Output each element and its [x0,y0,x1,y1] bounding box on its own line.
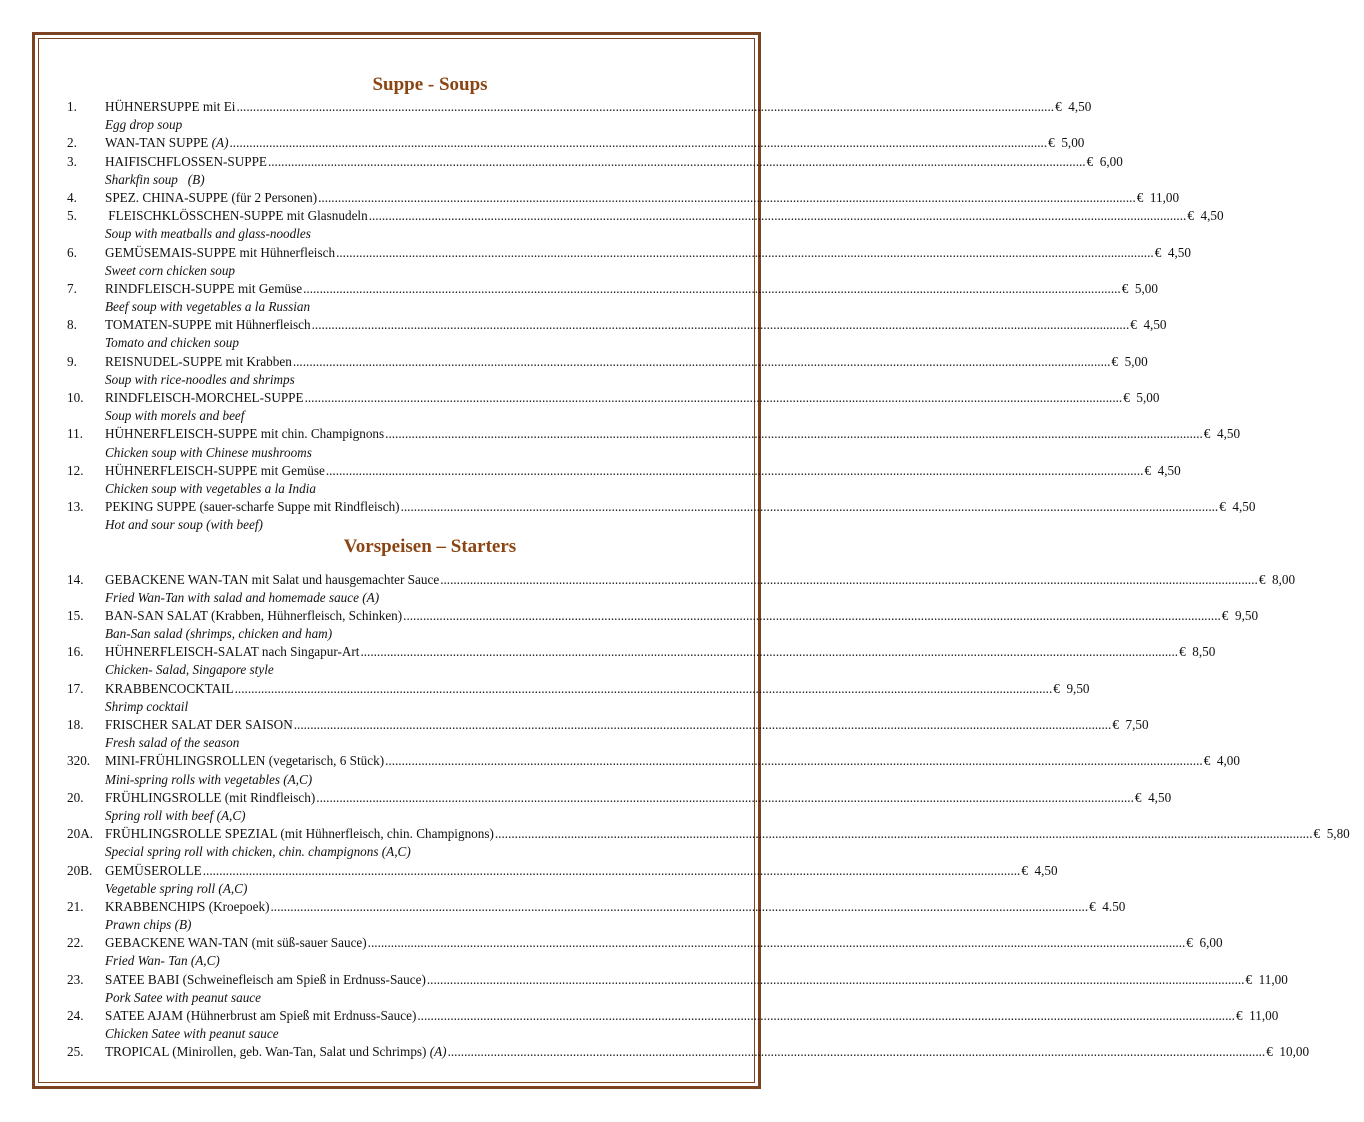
item-name-text: MINI-FRÜHLINGSROLLEN (vegetarisch, 6 Stück) [105,753,385,769]
item-price: € 11,00 [1136,189,1180,205]
item-description: Fried Wan-Tan with salad and homemade sauce (A) [105,589,380,605]
item-number: 15. [67,607,84,623]
item-name-text: REISNUDEL-SUPPE mit Krabben [105,353,292,369]
item-name [105,389,304,407]
menu-item-row [67,98,1092,116]
menu-item-row [67,498,1256,516]
menu-item-row [67,716,1149,734]
item-description: Soup with morels and beef [105,408,245,424]
item-name-text: KRABBENCHIPS (Kroepoek) [105,898,270,914]
dot-leader [368,934,1186,952]
item-number: 9. [67,353,77,369]
item-name [105,98,235,116]
item-description: Fried Wan- Tan (A,C) [105,953,220,969]
item-number: 25. [67,1044,84,1060]
item-name [105,134,229,152]
item-price: € 4,50 [1154,244,1191,260]
menu-item-row [67,1007,1279,1025]
item-number: 10. [67,390,84,405]
dot-leader [230,134,1048,152]
item-description: Chicken Satee with peanut sauce [105,1026,279,1042]
item-name-text: KRABBENCOCKTAIL [105,680,234,696]
soups-item-list [67,98,1256,535]
dot-leader [303,280,1121,298]
item-name [105,189,317,207]
item-description: Sweet corn chicken soup [105,262,236,278]
item-name [105,353,292,371]
item-number: 18. [67,717,84,732]
item-number: 8. [67,317,77,333]
menu-content [67,72,1350,1062]
item-price: € 10,00 [1266,1044,1310,1060]
item-name [105,280,302,298]
menu-item-row [67,607,1259,625]
section-soups [67,72,1256,535]
dot-leader [316,789,1134,807]
dot-leader [236,98,1054,116]
item-number: 11. [67,426,83,442]
dot-leader [417,1007,1235,1025]
dot-leader [360,643,1178,661]
item-name-text: GEBACKENE WAN-TAN (mit süß-sauer Sauce) [105,935,367,951]
item-name [105,571,439,589]
item-number: 24. [67,1008,84,1023]
item-price: € 8,00 [1258,571,1296,587]
menu-item-row [67,280,1158,298]
menu-item-row [67,752,1240,770]
item-price: € 9,50 [1221,607,1259,623]
item-number: 320. [67,753,91,769]
section-title-soups: Suppe - Soups [372,74,488,95]
item-price: € 9,50 [1053,680,1090,696]
menu-item-row [67,244,1191,262]
dot-leader [305,389,1123,407]
dot-leader [235,680,1053,698]
item-description: Vegetable spring roll (A,C) [105,880,248,896]
item-description: Special spring roll with chicken, chin. champignons (A,C) [105,844,411,860]
item-name-text: GEBACKENE WAN-TAN mit Salat und hausgemachter Sauce [105,571,440,587]
starters-item-list [67,571,1350,1062]
allergen-tag: (A) [429,1044,447,1060]
item-name [105,971,426,989]
item-number: 12. [67,462,84,478]
section-starters [67,535,1350,1062]
item-name [105,207,368,225]
item-number: 1. [67,99,77,114]
item-name-text: HAIFISCHFLOSSEN-SUPPE [105,153,267,169]
item-name [105,789,315,807]
item-description: Fresh salad of the season [105,735,240,751]
item-name [105,462,325,480]
item-name-text: GEMÜSEROLLE [105,862,202,878]
dot-leader [318,189,1136,207]
item-name-text: BAN-SAN SALAT (Krabben, Hühnerfleisch, Schinken) [105,607,403,623]
menu-item-row [67,825,1350,843]
menu-item-row [67,898,1126,916]
item-price: € 4,50 [1144,462,1181,478]
menu-item-row [67,971,1288,989]
item-price: € 11,00 [1235,1008,1279,1023]
item-name-text: RINDFLEISCH-SUPPE mit Gemüse [105,280,303,296]
dot-leader [385,752,1203,770]
item-number: 5. [67,208,77,224]
item-description: Egg drop soup [105,117,183,133]
dot-leader [385,425,1203,443]
item-name-text: RINDFLEISCH-MORCHEL-SUPPE [105,390,304,405]
item-price: € 4,50 [1187,208,1224,224]
item-name [105,680,234,698]
menu-item-row [67,353,1148,371]
item-description: Soup with meatballs and glass-noodles [105,226,311,242]
item-number: 22. [67,935,84,951]
item-price: € 11,00 [1245,971,1288,987]
menu-item-row [67,425,1241,443]
item-price: € 5,00 [1111,353,1148,369]
item-number: 6. [67,244,77,260]
menu-item-row [67,189,1180,207]
item-name-text: PEKING SUPPE (sauer-scharfe Suppe mit Rindfleisch) [105,499,400,515]
item-description: Prawn chips (B) [105,917,192,933]
menu-item-row [67,389,1160,407]
item-number: 20B. [67,862,93,878]
item-name [105,1043,447,1061]
item-description: Spring roll with beef (A,C) [105,807,246,823]
allergen-tag: (A) [211,135,229,151]
dot-leader [268,153,1086,171]
dot-leader [293,353,1111,371]
item-price: € 4,50 [1219,499,1256,515]
item-description: Chicken soup with vegetables a la India [105,480,316,496]
item-price: € 8,50 [1179,644,1216,660]
item-name-text: WAN-TAN SUPPE [105,135,212,151]
item-name-text: TROPICAL (Minirollen, geb. Wan-Tan, Salat und Schrimps) [105,1044,430,1060]
section-title-starters: Vorspeisen – Starters [343,535,517,557]
item-description: Beef soup with vegetables a la Russian [105,299,311,315]
item-name [105,898,269,916]
item-name [105,498,400,516]
menu-item-row [67,862,1058,880]
item-name-text: SATEE BABI (Schweinefleisch am Spieß in Erdnuss-Sauce) [105,971,426,987]
item-description: Shrimp cocktail [105,698,189,714]
dot-leader [427,971,1245,989]
item-name-text: HÜHNERFLEISCH-SALAT nach Singapur-Art [105,644,360,660]
item-description: Pork Satee with peanut sauce [105,989,262,1005]
menu-item-row [67,680,1090,698]
item-price: € 4,50 [1021,862,1058,878]
dot-leader [448,1043,1266,1061]
item-price: € 4.50 [1089,898,1126,914]
dot-leader [495,825,1313,843]
item-number: 20. [67,789,84,805]
menu-item-row [67,571,1296,589]
item-number: 17. [67,680,84,696]
menu-item-row [67,789,1172,807]
item-name [105,643,359,661]
item-price: € 5,80 [1313,826,1350,842]
item-description: Tomato and chicken soup [105,335,239,351]
item-price: € 4,50 [1203,426,1241,442]
item-name-text: GEMÜSEMAIS-SUPPE mit Hühnerfleisch [105,244,336,260]
item-name [105,934,367,952]
item-price: € 5,00 [1048,135,1085,151]
item-name [105,716,293,734]
item-name-text: FRÜHLINGSROLLE SPEZIAL (mit Hühnerfleisch, chin. Champignons) [105,826,494,842]
dot-leader [203,862,1021,880]
item-name [105,244,335,262]
item-price: € 4,50 [1055,99,1092,114]
item-price: € 7,50 [1112,717,1149,732]
item-price: € 6,00 [1086,153,1123,169]
item-number: 13. [67,499,84,515]
item-number: 23. [67,971,84,987]
menu-item-row [67,1043,1310,1061]
item-number: 16. [67,644,84,660]
item-number: 14. [67,571,84,587]
item-name [105,825,494,843]
dot-leader [440,571,1258,589]
dot-leader [403,607,1221,625]
menu-item-row [67,153,1123,171]
item-number: 2. [67,135,77,151]
menu-item-row [67,462,1181,480]
item-name [105,862,202,880]
item-name-text: SATEE AJAM (Hühnerbrust am Spieß mit Erdnuss-Sauce) [105,1008,417,1023]
item-number: 4. [67,189,77,205]
item-name [105,425,384,443]
item-description: Soup with rice-noodles and shrimps [105,371,295,387]
item-description: Chicken soup with Chinese mushrooms [105,444,312,460]
item-description: Mini-spring rolls with vegetables (A,C) [105,771,313,787]
menu-item-row [67,316,1167,334]
item-description: Hot and sour soup (with beef) [105,517,263,533]
item-name-text: FRISCHER SALAT DER SAISON [105,717,293,732]
item-name [105,607,402,625]
item-name [105,316,311,334]
menu-item-row [67,643,1216,661]
item-number: 21. [67,898,84,914]
item-price: € 6,00 [1186,935,1223,951]
item-name-text: FRÜHLINGSROLLE (mit Rindfleisch) [105,789,316,805]
dot-leader [270,898,1088,916]
dot-leader [326,462,1144,480]
item-price: € 5,00 [1123,390,1160,405]
menu-item-row [67,134,1085,152]
dot-leader [401,498,1219,516]
dot-leader [294,716,1112,734]
dot-leader [336,244,1154,262]
item-price: € 4,00 [1203,753,1240,769]
item-name-text: TOMATEN-SUPPE mit Hühnerfleisch [105,317,311,333]
item-name [105,153,267,171]
item-description: Sharkfin soup (B) [105,171,205,187]
item-name-text: HÜHNERFLEISCH-SUPPE mit Gemüse [105,462,325,478]
item-name-text: HÜHNERSUPPE mit Ei [105,99,236,114]
item-description: Ban-San salad (shrimps, chicken and ham) [105,626,333,642]
item-number: 20A. [67,826,94,842]
dot-leader [312,316,1130,334]
item-name [105,752,384,770]
item-number: 3. [67,153,77,169]
dot-leader [369,207,1187,225]
item-name-text: SPEZ. CHINA-SUPPE (für 2 Personen) [105,189,318,205]
item-description: Chicken- Salad, Singapore style [105,662,274,678]
menu-item-row [67,207,1224,225]
item-name-text: FLEISCHKLÖSSCHEN-SUPPE mit Glasnudeln [105,208,368,224]
item-number: 7. [67,280,77,296]
item-price: € 4,50 [1130,317,1167,333]
item-price: € 4,50 [1134,789,1172,805]
item-name-text: HÜHNERFLEISCH-SUPPE mit chin. Champignons [105,426,385,442]
item-price: € 5,00 [1121,280,1158,296]
item-name [105,1007,416,1025]
menu-item-row [67,934,1223,952]
